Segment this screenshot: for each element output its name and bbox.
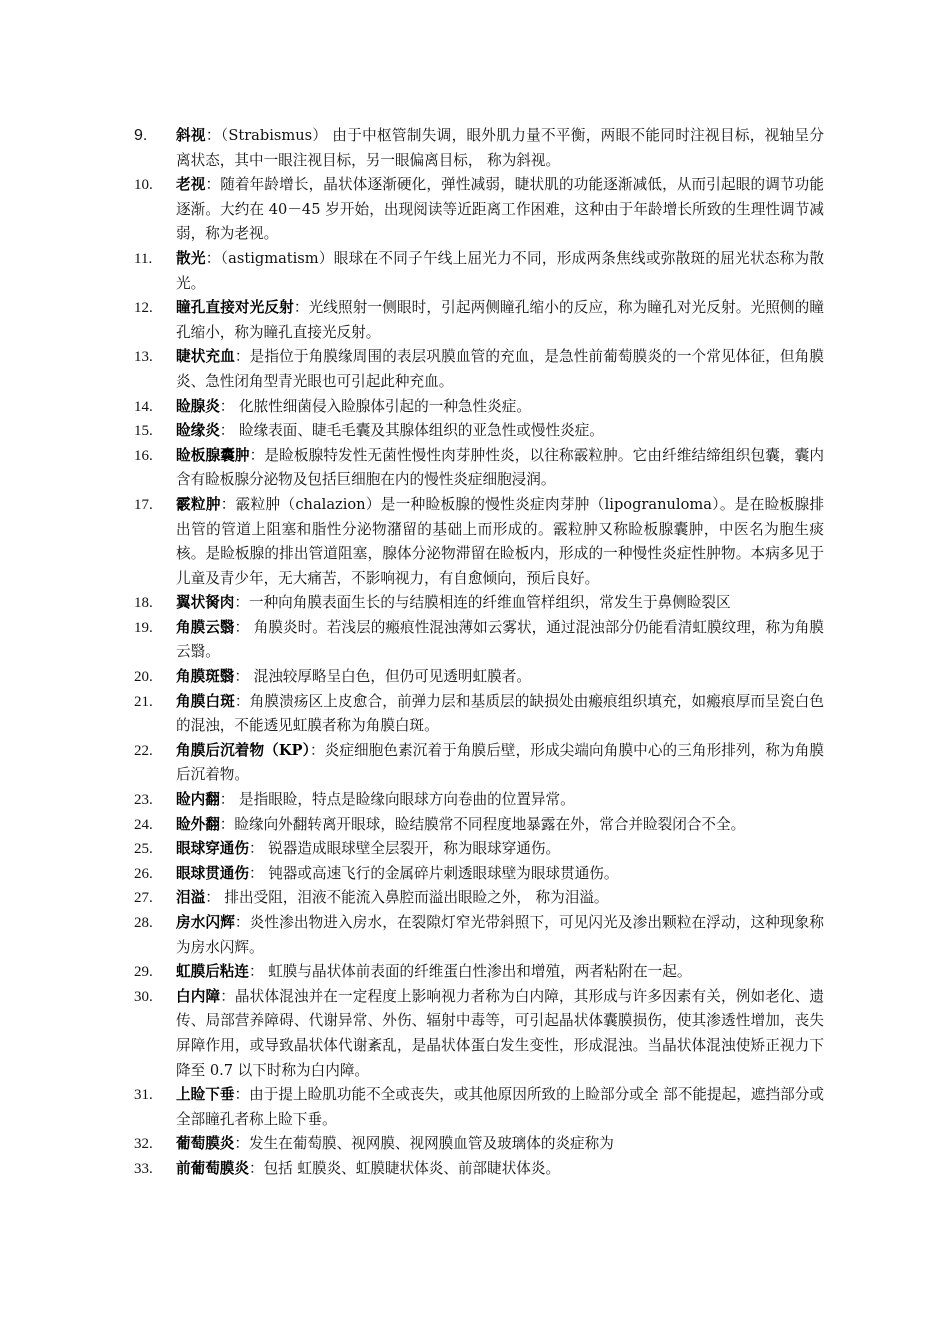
term-heading: 眼球穿通伤 bbox=[176, 840, 249, 858]
item-number: 17. bbox=[134, 496, 153, 513]
item-number: 20. bbox=[134, 669, 153, 686]
term-definition: ：睑缘向外翻转离开眼球，睑结膜常不同程度地暴露在外，常合并睑裂闭合不全。 bbox=[219, 815, 746, 833]
term-definition: ：（Strabismus） 由于中枢管制失调，眼外肌力量不平衡，两眼不能同时注视目标，视轴呈分离状态，其中一眼注视目标，另一眼偏离目标， 称为斜视。 bbox=[176, 127, 824, 169]
term-definition: ： 排出受阻，泪液不能流入鼻腔而溢出眼睑之外， 称为泪溢。 bbox=[205, 889, 609, 907]
list-item bbox=[134, 247, 824, 296]
term-heading: 角膜斑翳 bbox=[176, 668, 235, 686]
term-heading: 睑缘炎 bbox=[176, 422, 220, 440]
item-number: 22. bbox=[134, 742, 153, 759]
item-number: 31. bbox=[134, 1087, 153, 1104]
list-item bbox=[134, 886, 824, 911]
list-item bbox=[134, 591, 824, 616]
item-number: 13. bbox=[134, 349, 153, 366]
term-definition: ：光线照射一侧眼时，引起两侧瞳孔缩小的反应，称为瞳孔对光反射。光照侧的瞳孔缩小，称为瞳孔直接光反射。 bbox=[176, 299, 824, 341]
list-item bbox=[134, 985, 824, 1083]
term-heading: 白内障 bbox=[176, 987, 221, 1005]
list-item bbox=[134, 1157, 824, 1182]
list-item bbox=[134, 813, 824, 838]
list-item bbox=[134, 788, 824, 813]
term-definition: ： 角膜炎时。若浅层的瘢痕性混浊薄如云雾状，通过混浊部分仍能看清虹膜纹理，称为角膜云翳。 bbox=[176, 618, 824, 661]
term-heading: 斜视 bbox=[176, 127, 206, 144]
term-heading: 泪溢 bbox=[176, 889, 206, 907]
list-item bbox=[134, 124, 824, 173]
item-number: 32. bbox=[134, 1136, 153, 1153]
list-item bbox=[134, 616, 824, 665]
item-number: 30. bbox=[134, 988, 153, 1005]
term-definition: ： 钝器或高速飞行的金属碎片刺透眼球壁为眼球贯通伤。 bbox=[248, 864, 619, 882]
item-number: 24. bbox=[134, 816, 153, 833]
term-definition: ：发生在葡萄膜、视网膜、视网膜血管及玻璃体的炎症称为 bbox=[234, 1135, 614, 1153]
item-number: 23. bbox=[134, 792, 153, 809]
list-item bbox=[134, 173, 824, 247]
term-heading: 睑腺炎 bbox=[176, 397, 220, 415]
term-definition: ：由于提上睑肌功能不全或丧失，或其他原因所致的上睑部分或全 部不能提起，遮挡部分或全部瞳孔者称上睑下垂。 bbox=[176, 1086, 824, 1128]
item-number: 28. bbox=[134, 915, 153, 931]
list-item bbox=[134, 345, 824, 394]
item-number: 33. bbox=[134, 1160, 153, 1177]
term-definition: ：包括 虹膜炎、虹膜睫状体炎、前部睫状体炎。 bbox=[248, 1159, 561, 1177]
list-item bbox=[134, 960, 824, 985]
term-heading: 虹膜后粘连 bbox=[176, 963, 249, 981]
list-item bbox=[134, 1132, 824, 1157]
term-heading: 散光 bbox=[176, 249, 206, 267]
term-definition: ： 化脓性细菌侵入睑腺体引起的一种急性炎症。 bbox=[219, 397, 531, 415]
list-item bbox=[134, 837, 824, 862]
item-number: 25. bbox=[134, 841, 153, 858]
list-item bbox=[134, 665, 824, 690]
term-heading: 翼状胬肉 bbox=[176, 594, 235, 612]
list-item bbox=[134, 395, 824, 420]
item-number: 18. bbox=[134, 595, 153, 612]
item-number: 27. bbox=[134, 890, 153, 907]
list-item bbox=[134, 690, 824, 739]
list-item bbox=[134, 296, 824, 345]
term-definition: ：（astigmatism）眼球在不同子午线上屈光力不同，形成两条焦线或弥散斑的屈光状态称为散光。 bbox=[176, 249, 824, 292]
term-definition: ：晶状体混浊并在一定程度上影响视力者称为白内障，其形成与许多因素有关，例如老化、遗传、局部营养障碍、代谢异常、外伤、辐射中毒等，可引起晶状体囊膜损伤，使其渗透性增加，丧失屏障作用，或导致晶状体代谢紊乱，是晶状体蛋白发生变性，形成混浊。当晶状体混浊使矫正视力下降至 0.7 以下时称为白内障。 bbox=[176, 987, 824, 1079]
term-heading: 房水闪辉 bbox=[176, 914, 235, 931]
term-definition: ：是指位于角膜缘周围的表层巩膜血管的充血，是急性前葡萄膜炎的一个常见体征，但角膜炎、急性闭角型青光眼也可引起此种充血。 bbox=[176, 348, 824, 390]
term-heading: 睑板腺囊肿 bbox=[176, 446, 250, 464]
term-heading: 上睑下垂 bbox=[176, 1086, 235, 1104]
item-number: 14. bbox=[134, 398, 153, 415]
term-heading: 睫状充血 bbox=[176, 348, 235, 366]
term-definition: ：炎性渗出物进入房水，在裂隙灯窄光带斜照下，可见闪光及渗出颗粒在浮动，这种现象称为房水闪辉。 bbox=[176, 914, 824, 956]
term-heading: 霰粒肿 bbox=[176, 495, 221, 513]
item-number: 9. bbox=[134, 127, 148, 144]
term-heading: 睑内翻 bbox=[176, 791, 220, 809]
item-number: 12. bbox=[134, 300, 153, 317]
item-number: 11. bbox=[134, 250, 153, 267]
term-definition: ：一种向角膜表面生长的与结膜相连的纤维血管样组织，常发生于鼻侧睑裂区 bbox=[234, 594, 731, 612]
term-definition: ：是睑板腺特发性无菌性慢性肉芽肿性炎，以往称霰粒肿。它由纤维结缔组织包囊，囊内含有睑板腺分泌物及包括巨细胞在内的慢性炎症细胞浸润。 bbox=[176, 446, 824, 489]
term-definition: ： 睑缘表面、睫毛毛囊及其腺体组织的亚急性或慢性炎症。 bbox=[219, 422, 604, 440]
list-item bbox=[134, 419, 824, 444]
term-heading: 瞳孔直接对光反射 bbox=[176, 299, 294, 317]
item-number: 26. bbox=[134, 865, 153, 882]
item-number: 29. bbox=[134, 964, 153, 981]
term-heading: 葡萄膜炎 bbox=[176, 1135, 235, 1153]
term-definition: ：炎症细胞色素沉着于角膜后壁，形成尖端向角膜中心的三角形排列，称为角膜后沉着物。 bbox=[176, 741, 824, 784]
list-item bbox=[134, 444, 824, 493]
list-item bbox=[134, 493, 824, 591]
term-heading: 角膜云翳 bbox=[176, 618, 235, 636]
item-number: 19. bbox=[134, 619, 153, 636]
term-definition: ： 锐器造成眼球壁全层裂开，称为眼球穿通伤。 bbox=[248, 840, 561, 858]
term-heading: 眼球贯通伤 bbox=[176, 864, 249, 882]
item-number: 10. bbox=[134, 177, 153, 194]
term-definition: ：霰粒肿（chalazion）是一种睑板腺的慢性炎症肉芽肿（lipogranuloma）。是在睑板腺排出管的管道上阻塞和脂性分泌物潴留的基础上而形成的。霰粒肿又称睑板腺囊肿，中医名为胞生痰核。是睑板腺的排出管道阻塞，腺体分泌物滞留在睑板内，形成的一种慢性炎症性肿物。本病多见于儿童及青少年，无大痛苦，不影响视力，有自愈倾向，预后良好。 bbox=[176, 495, 824, 587]
list-item bbox=[134, 911, 824, 960]
item-number: 21. bbox=[134, 693, 153, 710]
term-definition: ： 虹膜与晶状体前表面的纤维蛋白性渗出和增殖，两者粘附在一起。 bbox=[248, 963, 692, 981]
list-item bbox=[134, 739, 824, 788]
list-item bbox=[134, 862, 824, 887]
term-definition: ： 是指眼睑，特点是睑缘向眼球方向卷曲的位置异常。 bbox=[219, 791, 575, 809]
item-number: 15. bbox=[134, 423, 153, 440]
term-definition: ： 混浊较厚略呈白色，但仍可见透明虹膜者。 bbox=[234, 668, 531, 686]
term-heading: 老视 bbox=[176, 176, 206, 194]
term-heading: 前葡萄膜炎 bbox=[176, 1159, 249, 1177]
term-definition: ：角膜溃疡区上皮愈合，前弹力层和基质层的缺损处由瘢痕组织填充，如瘢痕厚而呈瓷白色的混浊，不能透见虹膜者称为角膜白斑。 bbox=[176, 692, 824, 735]
item-number: 16. bbox=[134, 447, 153, 464]
glossary-list bbox=[134, 124, 824, 1182]
term-heading: 睑外翻 bbox=[176, 815, 220, 833]
term-heading: 角膜白斑 bbox=[176, 692, 235, 710]
list-item bbox=[134, 1083, 824, 1132]
term-heading: 角膜后沉着物（KP） bbox=[176, 741, 310, 759]
term-definition: ：随着年龄增长，晶状体逐渐硬化，弹性减弱，睫状肌的功能逐渐减低，从而引起眼的调节功能逐渐。大约在 40－45 岁开始，出现阅读等近距离工作困难，这种由于年龄增长所致的生理性调节减弱，称为老视。 bbox=[176, 176, 824, 243]
